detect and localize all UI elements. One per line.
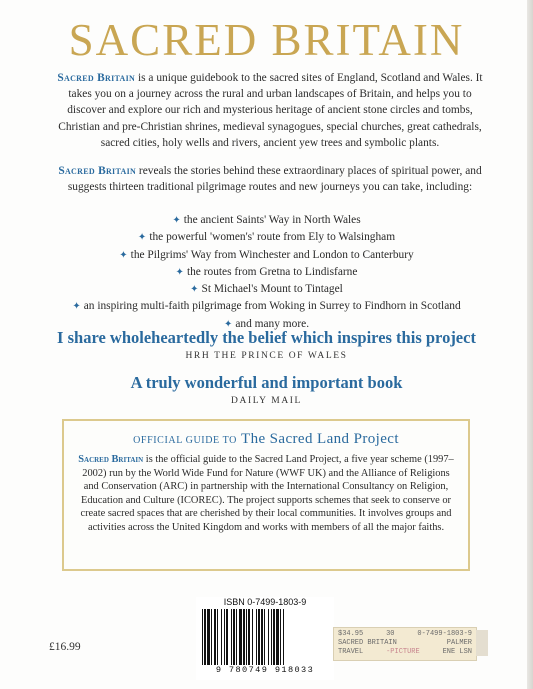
isbn-label: ISBN 0-7499-1803-9 [223, 597, 307, 607]
price-sticker [333, 627, 477, 661]
route-text: and many more. [235, 317, 310, 330]
route-text: the routes from Gretna to Lindisfarne [186, 265, 358, 278]
list-item [30, 212, 503, 229]
brand-name: Sacred Britain [58, 165, 137, 177]
intro-paragraph [56, 70, 484, 151]
star-bullet-icon: ✦ [119, 249, 128, 261]
routes-list [30, 212, 503, 333]
list-item [30, 298, 503, 315]
intro-text: is a unique guidebook to the sacred sites of England, Scotland and Wales. It takes you on a journey across the rural and urban landscapes of Britain, and helps you to discover and explore our rich and mysterious heritage of ancient stone circles and tombs, Christian and pre-Christian shrines, medieval synagogues, special churches, great cathedrals, sacred cities, holy wells and rivers, ancient yew trees and symbolic plants. [58, 72, 483, 149]
box-body [74, 453, 458, 535]
box-heading [64, 430, 468, 448]
route-text: an inspiring multi-faith pilgrimage from Woking in Surrey to Findhorn in Scotland [83, 300, 461, 313]
route-text: the Pilgrims' Way from Winchester and London to Canterbury [130, 248, 414, 261]
star-bullet-icon: ✦ [72, 301, 81, 313]
route-text: the powerful 'women's' route from Ely to Walsingham [149, 231, 396, 244]
sticker-isbn: 0-7499-1803-9 [417, 630, 472, 638]
routes-intro-paragraph [56, 163, 484, 195]
sticker-author: PALMER [446, 639, 472, 647]
box-heading-prefix: OFFICIAL GUIDE TO [133, 435, 237, 446]
sticker-title: SACRED BRITAIN [338, 639, 397, 647]
book-title: SACRED BRITAIN [68, 15, 465, 65]
star-bullet-icon: ✦ [137, 232, 147, 244]
route-text: the ancient Saints' Way in North Wales [183, 214, 361, 226]
prince-quote-attribution: HRH THE PRINCE OF WALES [185, 351, 348, 361]
daily-mail-quote: A truly wonderful and important book [130, 373, 403, 392]
sticker-note: -PICTURE [386, 648, 420, 656]
brand-name: Sacred Britain [78, 454, 144, 465]
routes-intro-text: reveals the stories behind these extraordinary places of spiritual power, and suggests thirteen traditional pilgrimage routes and new journeys you can take, including: [67, 165, 482, 194]
star-bullet-icon: ✦ [175, 266, 184, 278]
barcode-number: 9 780749 918033 [215, 665, 315, 675]
list-item [30, 281, 503, 298]
box-text: is the official guide to the Sacred Land Project, a five year scheme (1997–2002) run by the World Wide Fund for Nature (WWF UK) and the Alliance of Religions and Conservation (ARC) in partnership with the International Consultancy on Religion, Education and Culture (ICOREC). The project supports schemes that seek to conserve or create sacred spaces that are cherished by their local communities. It involves groups and activities across the United Kingdom and works with members of all the major faiths. [80, 454, 454, 533]
prince-quote: I share wholeheartedly the belief which inspires this project [57, 328, 476, 347]
star-bullet-icon: ✦ [172, 215, 181, 226]
list-item [30, 247, 503, 264]
list-item [30, 229, 503, 246]
star-bullet-icon: ✦ [223, 318, 233, 330]
sticker-code: 30 [386, 630, 395, 638]
sticker-price: $34.95 [338, 630, 364, 638]
sticker-category: TRAVEL [338, 648, 364, 656]
sacred-land-project-box [62, 419, 470, 571]
box-heading-project: The Sacred Land Project [241, 431, 399, 447]
sticker-extra: ENE LSN [442, 648, 472, 656]
brand-name: Sacred Britain [57, 72, 136, 84]
barcode-icon [202, 609, 328, 665]
star-bullet-icon: ✦ [190, 284, 199, 296]
sticker-tab [476, 630, 488, 656]
price: £16.99 [49, 641, 81, 653]
daily-mail-attribution: DAILY MAIL [231, 396, 302, 406]
route-text: St Michael's Mount to Tintagel [201, 283, 343, 296]
list-item [30, 264, 503, 281]
barcode-block [196, 597, 334, 680]
